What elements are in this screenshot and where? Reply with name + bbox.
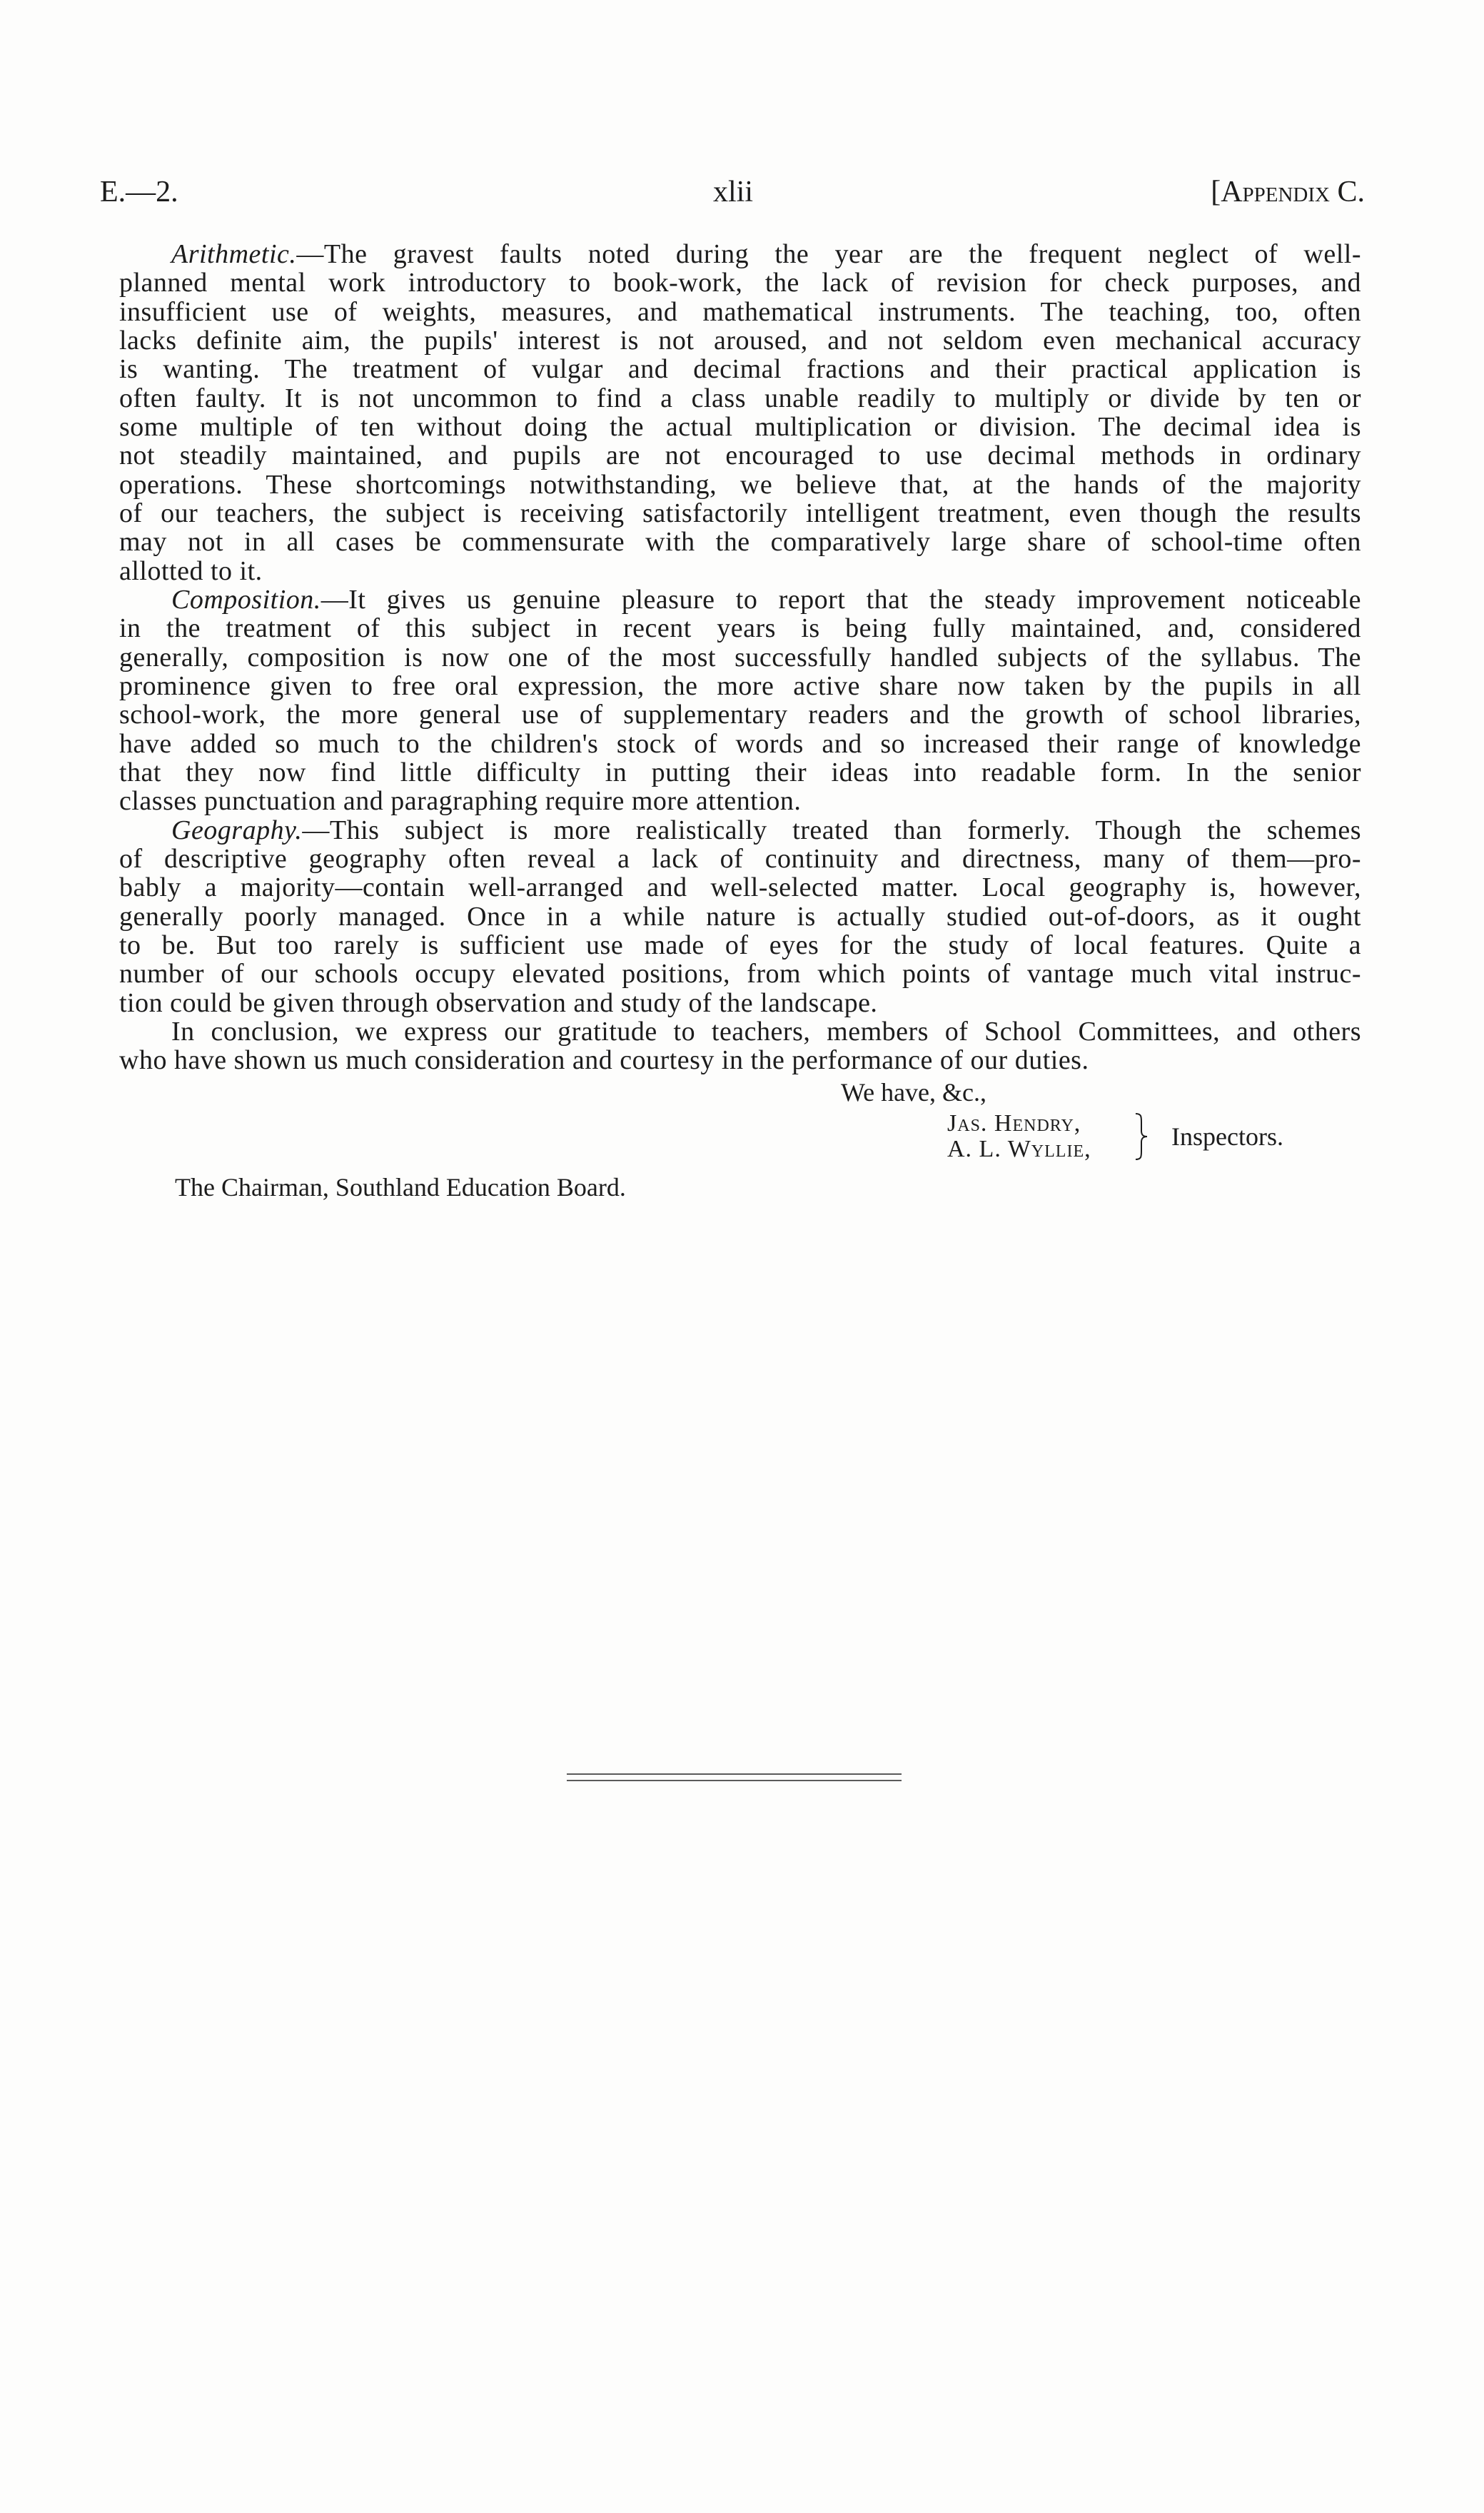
text-line (119, 816, 1361, 845)
section-heading-arithmetic: Arithmetic. (171, 240, 297, 269)
section-heading-composition: Composition. (171, 585, 321, 615)
paragraph-conclusion (119, 1017, 1361, 1075)
text-line: planned mental work introductory to book-work, the lack of revision for check purposes, and (119, 268, 1361, 298)
text-line: generally, composition is now one of the most successfully handled subjects of the syllabus. The (119, 643, 1361, 672)
page-reference: E.—2. (100, 176, 178, 208)
text-line: have added so much to the children's stock of words and so increased their range of knowledge (119, 729, 1361, 758)
brace-icon (1134, 1112, 1149, 1161)
text-line: school-work, the more general use of supplementary readers and the growth of school libraries, (119, 700, 1361, 730)
text-line: who have shown us much consideration and courtesy in the performance of our duties. (119, 1046, 1089, 1075)
text-line: some multiple of ten without doing the actual multiplication or division. The decimal idea is (119, 412, 1361, 442)
text-line: classes punctuation and paragraphing require more attention. (119, 787, 802, 816)
text-line: is wanting. The treatment of vulgar and decimal fractions and their practical application is (119, 355, 1361, 384)
text-line: generally poorly managed. Once in a while nature is actually studied out-of-doors, as it ought (119, 902, 1361, 931)
decorative-rule (567, 1780, 902, 1781)
body-text (119, 240, 1361, 1075)
page-number: xlii (712, 176, 753, 208)
text-line-content: —The gravest faults noted during the year are the frequent neglect of well- (296, 240, 1361, 269)
signatory-title: Inspectors. (1171, 1122, 1283, 1151)
text-line: may not in all cases be commensurate with the comparatively large share of school-time often (119, 528, 1361, 557)
signatory-name: A. L. Wyllie, (947, 1136, 1091, 1162)
appendix-label: [Appendix C. (1211, 176, 1365, 208)
text-line: that they now find little difficulty in putting their ideas into readable form. In the senior (119, 757, 1361, 787)
text-line: prominence given to free oral expression, the more active share now taken by the pupils in all (119, 671, 1361, 701)
text-line-content: —It gives us genuine pleasure to report that the steady improvement noticeable (320, 585, 1361, 615)
text-line: of our teachers, the subject is receiving satisfactorily intelligent treatment, even though the results (119, 498, 1361, 528)
signatory-name: Jas. Hendry, (947, 1110, 1081, 1137)
text-line: tion could be given through observation and study of the landscape. (119, 988, 878, 1017)
addressee: The Chairman, Southland Education Board. (175, 1173, 626, 1202)
text-line-content: —This subject is more realistically treated than formerly. Though the schemes (302, 815, 1361, 845)
text-line: allotted to it. (119, 556, 263, 585)
text-line: lacks definite aim, the pupils' interest is not aroused, and not seldom even mechanical accuracy (119, 326, 1361, 356)
text-line: in the treatment of this subject in recent years is being fully maintained, and, considered (119, 614, 1361, 643)
text-line: often faulty. It is not uncommon to find a class unable readily to multiply or divide by ten or (119, 383, 1361, 413)
closing-salutation: We have, &c., (841, 1078, 987, 1107)
paragraph-composition (119, 585, 1361, 816)
text-line: to be. But too rarely is sufficient use made of eyes for the study of local features. Quite a (119, 930, 1361, 960)
text-line: operations. These shortcomings notwithstanding, we believe that, at the hands of the majority (119, 470, 1361, 499)
paragraph-geography (119, 816, 1361, 1017)
text-line: In conclusion, we express our gratitude to teachers, members of School Committees, and others (171, 1017, 1361, 1047)
text-line: bably a majority—contain well-arranged and well-selected matter. Local geography is, however, (119, 873, 1361, 902)
decorative-rule (567, 1773, 902, 1775)
text-line (119, 240, 1361, 268)
text-line (119, 585, 1361, 614)
text-line: insufficient use of weights, measures, and mathematical instruments. The teaching, too, often (119, 297, 1361, 326)
text-line: number of our schools occupy elevated positions, from which points of vantage much vital instruc- (119, 960, 1361, 989)
section-heading-geography: Geography. (171, 815, 303, 845)
text-line: of descriptive geography often reveal a lack of continuity and directness, many of them—pro- (119, 844, 1361, 874)
text-line: not steadily maintained, and pupils are not encouraged to use decimal methods in ordinary (119, 441, 1361, 470)
paragraph-arithmetic (119, 240, 1361, 585)
